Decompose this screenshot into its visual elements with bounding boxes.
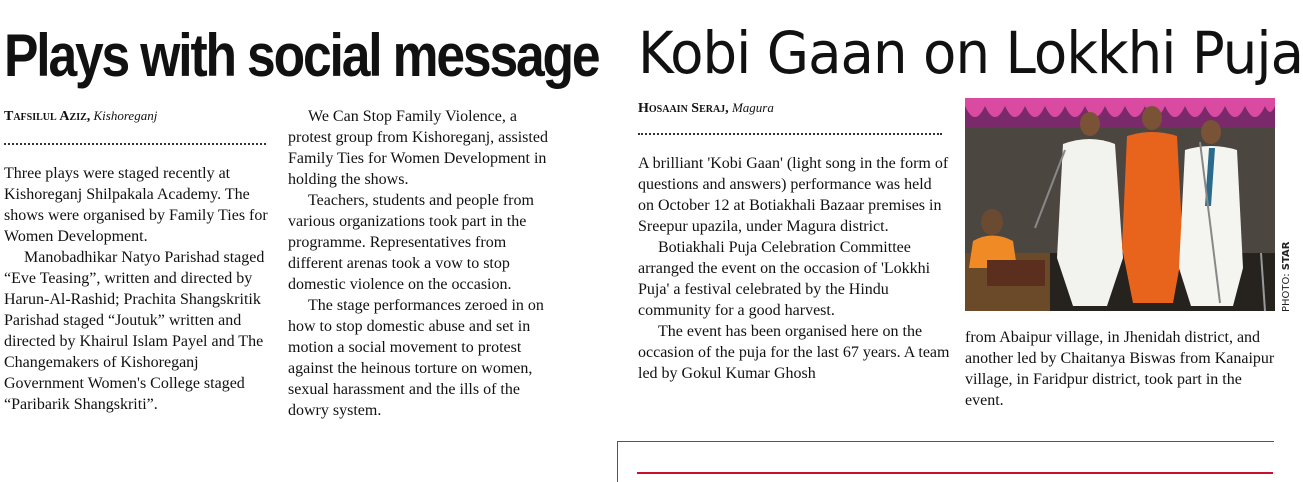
article-column xyxy=(638,153,950,384)
paragraph: Manobadhikar Natyo Parishad staged “Eve Teasing”, written and directed by Harun-Al-Rashid; Prachita Shangskritik Parishad staged “Joutuk” written and directed by Khairul Islam Payel and The Changemakers of Kishoreganj Government Women's College staged “Paribarik Shangskriti”. xyxy=(4,249,265,413)
dotted-divider xyxy=(4,143,266,145)
byline-left xyxy=(4,108,157,125)
paragraph: The stage performances zeroed in on how to stop domestic abuse and set in motion a social movement to protest against the heinous torture on women, sexual harassment and the ills of the dowry system. xyxy=(288,297,544,419)
paragraph: Teachers, students and people from various organizations took part in the programme. Representatives from different arenas took a vow to stop domestic violence on the occasion. xyxy=(288,192,534,293)
red-rule xyxy=(637,472,1273,474)
paragraph: We Can Stop Family Violence, a protest group from Kishoreganj, assisted Family Ties for Women Development in holding the shows. xyxy=(288,108,548,188)
byline-name: Hosaain Seraj, xyxy=(638,101,729,116)
article-column xyxy=(288,106,556,421)
photo-credit-name: STAR xyxy=(1281,241,1292,271)
photo-credit xyxy=(1281,242,1292,312)
paragraph: from Abaipur village, in Jhenidah district, and another led by Chaitanya Biswas from Kanaipur village, in Faridpur district, took part in the event. xyxy=(965,329,1275,409)
dotted-divider xyxy=(638,133,942,135)
photo-illustration xyxy=(965,98,1275,311)
next-article-box xyxy=(617,441,1274,482)
byline-right xyxy=(638,100,774,117)
headline-plays: Plays with social message xyxy=(4,22,599,89)
paragraph: The event has been organised here on the occasion of the puja for the last 67 years. A team led by Gokul Kumar Ghosh xyxy=(638,323,950,382)
paragraph: A brilliant 'Kobi Gaan' (light song in the form of questions and answers) performance was held on October 12 at Botiakhali Bazaar premises in Sreepur upazila, under Magura district. xyxy=(638,155,949,235)
article-column xyxy=(965,327,1275,411)
photo-credit-prefix: PHOTO: xyxy=(1281,273,1292,312)
article-column xyxy=(4,163,270,415)
byline-place: Magura xyxy=(731,100,774,115)
byline-name: Tafsilul Aziz, xyxy=(4,109,91,124)
paragraph: Three plays were staged recently at Kishoreganj Shilpakala Academy. The shows were organised by Family Ties for Women Development. xyxy=(4,165,268,245)
paragraph: Botiakhali Puja Celebration Committee arranged the event on the occasion of 'Lokkhi Puja' a festival celebrated by the Hindu community for a good harvest. xyxy=(638,239,931,319)
photo-performers xyxy=(965,98,1275,311)
byline-place: Kishoreganj xyxy=(93,108,158,123)
headline-kobi-gaan: Kobi Gaan on Lokkhi Puja xyxy=(638,19,1303,87)
